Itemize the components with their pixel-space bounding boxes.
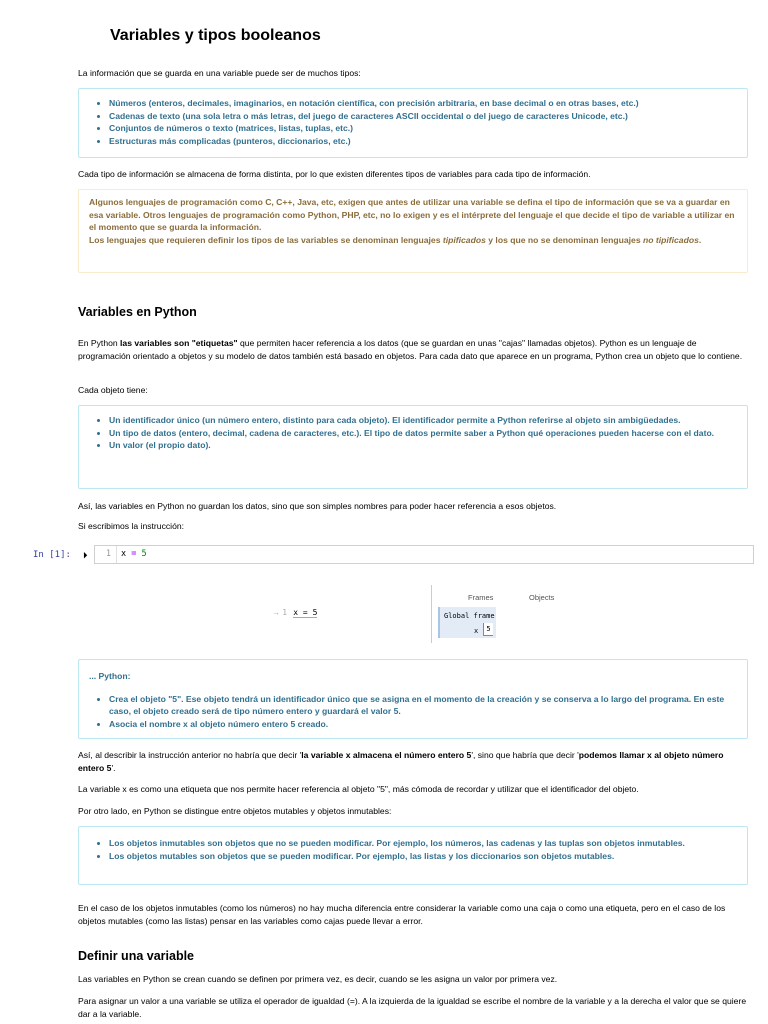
warning-text-2: Los lenguajes que requieren definir los tipos de las variables se denominan lenguajes tipificados y los que no se denominan lenguajes no tipificados. [89, 234, 702, 245]
frame-var: x [474, 627, 479, 635]
describe-text: Así, al describir la instrucción anterior no habría que decir 'la variable x almacena el número entero 5', sino que habría que decir 'podemos llamar x al objeto número entero 5'. [78, 750, 724, 773]
list-item: • Los objetos inmutables son objetos que no se pueden modificar. Por ejemplo, los números, las cadenas y las tuplas son objetos inmutables. [109, 837, 747, 850]
intro-text: La información que se guarda en una variable puede ser de muchos tipos: [78, 68, 361, 78]
viz-divider [431, 585, 432, 643]
objects-label: Objects [529, 593, 555, 602]
define-text-1: Las variables en Python se crean cuando se definen por primera vez, es decir, cuando se les asigna un valor por primera vez. [78, 974, 558, 984]
si-text: Si escribimos la instrucción: [78, 521, 185, 531]
list-item: • Los objetos mutables son objetos que se pueden modificar. Por ejemplo, las listas y los diccionarios son objetos mutables. [109, 850, 747, 863]
list-item: • Un valor (el propio dato). [109, 439, 747, 452]
code-cell-editor[interactable] [94, 545, 754, 564]
warning-text-1: Algunos lenguajes de programación como C, C++, Java, etc, exigen que antes de utilizar una variable se defina el tipo de información que se va a guardar en esa variable. Otros lenguajes de programación como Python, PHP, etc, no lo exigen y es el intérprete del lenguaje el que decide el tipo de variable a utilizar en el momento que se guarda la información. [89, 197, 735, 232]
list-item: • Un tipo de datos (entero, decimal, cadena de caracteres, etc.). El tipo de datos permite saber a Python qué operaciones pueden hacerse con el dato. [109, 427, 747, 440]
page-title: Variables y tipos booleanos [110, 27, 321, 44]
cell-prompt: In [1]: [33, 550, 71, 560]
global-frame [438, 607, 496, 638]
python-info-box [78, 659, 748, 739]
mutables-info-box [78, 826, 748, 885]
python-intro-text: En Python las variables son "etiquetas" que permiten hacer referencia a los datos (que se guardan en unas "cajas" llamadas objetos). Python es un lenguaje de programación orientado a objetos y su modelo de datos también está basado en objetos. Para cada dato que aparece en un programa, Python crea un objeto que lo contiene. [78, 338, 743, 361]
storage-text: Cada tipo de información se almacena de forma distinta, por lo que existen diferentes tipos de variables para cada tipo de información. [78, 169, 591, 179]
asi-text: Así, las variables en Python no guardan los datos, sino que son simples nombres para poder hacer referencia a esos objetos. [78, 501, 557, 511]
list-item: • Estructuras más complicadas (punteros, diccionarios, etc.) [109, 135, 747, 148]
section-heading-define: Definir una variable [78, 949, 195, 963]
run-cell-icon[interactable]: ⏵ [83, 550, 88, 560]
warning-box [78, 189, 748, 273]
types-list [79, 97, 747, 147]
line-number: 1 [95, 546, 117, 563]
viz-code-line: → 1 x = 5 [272, 608, 318, 617]
frames-label: Frames [468, 593, 494, 602]
list-item: • Asocia el nombre x al objeto número entero 5 creado. [109, 718, 747, 731]
list-item: • Un identificador único (un número entero, distinto para cada objeto). El identificador permite a Python referirse al objeto sin ambigüedades. [109, 414, 747, 427]
frame-value: 5 [483, 623, 493, 636]
frame-name: Global frame [444, 612, 495, 620]
code-line[interactable]: x = 5 [121, 549, 147, 559]
python-list [79, 693, 747, 731]
define-text-2: Para asignar un valor a una variable se utiliza el operador de igualdad (=). A la izquierda de la igualdad se escribe el nombre de la variable y a la derecha el valor que se quiere dar a la variable. [78, 996, 747, 1019]
mutables-text: Por otro lado, en Python se distingue entre objetos mutables y objetos inmutables: [78, 806, 392, 816]
caja-text: En el caso de los objetos inmutables (como los números) no hay mucha diferencia entre considerar la variable como una caja o como una etiqueta, pero en el caso de los objetos mutables (como las listas) pensar en las variables como cajas puede llevar a error. [78, 903, 726, 926]
python-box-heading: ... Python: [89, 671, 131, 681]
list-item: • Números (enteros, decimales, imaginarios, en notación científica, con precisión arbitraria, en base decimal o en otras bases, etc.) [109, 97, 747, 110]
cada-objeto-text: Cada objeto tiene: [78, 385, 148, 395]
object-list [79, 414, 747, 452]
mutables-list [79, 837, 747, 862]
label-text: La variable x es como una etiqueta que nos permite hacer referencia al objeto "5", más cómoda de recordar y utilizar que el identificador del objeto. [78, 784, 639, 794]
object-info-box [78, 405, 748, 489]
list-item: • Crea el objeto "5". Ese objeto tendrá un identificador único que se asigna en el momento de la creación y se conserva a lo largo del programa. En este caso, el objeto creado será de tipo número entero y guardará el valor 5. [109, 693, 747, 718]
list-item: • Cadenas de texto (una sola letra o más letras, del juego de caracteres ASCII occidental o del juego de caracteres Unicode, etc.) [109, 110, 747, 123]
types-info-box [78, 88, 748, 158]
list-item: • Conjuntos de números o texto (matrices, listas, tuplas, etc.) [109, 122, 747, 135]
arrow-icon: → [272, 608, 280, 617]
section-heading-python: Variables en Python [78, 305, 197, 319]
